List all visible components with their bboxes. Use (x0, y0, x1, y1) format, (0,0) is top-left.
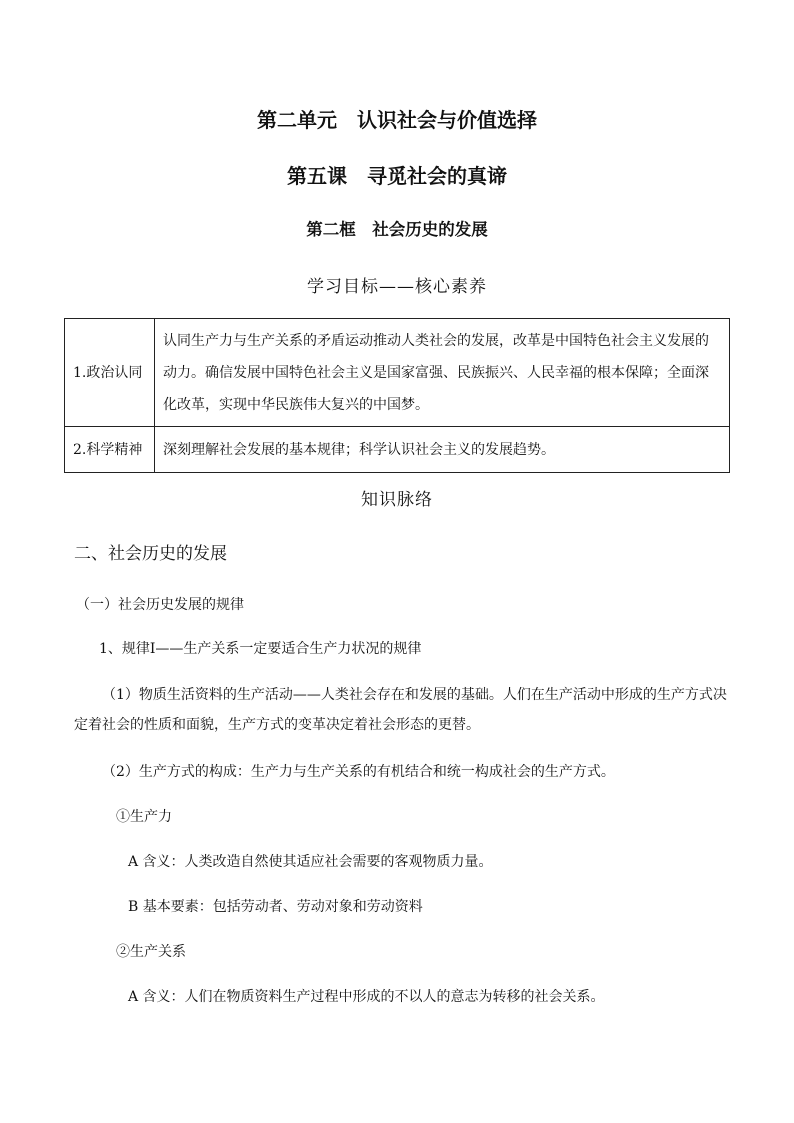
topic-heading: 二、社会历史的发展 (74, 544, 227, 564)
goal-text: 深刻理解社会发展的基本规律；科学认识社会主义的发展趋势。 (155, 427, 730, 473)
lesson-title: 第五课 寻觅社会的真谛 (287, 164, 507, 188)
unit-title: 第二单元 认识社会与价值选择 (257, 108, 537, 132)
goal-text: 认同生产力与生产关系的矛盾运动推动人类社会的发展，改革是中国特色社会主义发展的动力。确信发展中国特色社会主义是国家富强、民族振兴、人民幸福的根本保障；全面深化改革，实现中华民族伟大复兴的中国梦。 (155, 319, 730, 427)
goal-label: 1.政治认同 (65, 319, 155, 427)
relations-heading: ②生产关系 (116, 944, 186, 960)
paragraph-production-activity: （1）物质生活资料的生产活动——人类社会存在和发展的基础。人们在生产活动中形成的生产方式决定着社会的性质和面貌，生产方式的变革决定着社会形态的更替。 (74, 687, 727, 733)
paragraph-production-mode: （2）生产方式的构成：生产力与生产关系的有机结合和统一构成社会的生产方式。 (102, 764, 615, 780)
knowledge-heading: 知识脉络 (361, 490, 433, 510)
learning-goals-heading: 学习目标——核心素养 (307, 277, 487, 297)
productivity-elements: B 基本要素：包括劳动者、劳动对象和劳动资料 (128, 899, 423, 915)
subtopic-heading: （一）社会历史发展的规律 (76, 597, 244, 613)
law-heading: 1、规律Ⅰ——生产关系一定要适合生产力状况的规律 (99, 641, 422, 657)
table-row (65, 427, 730, 473)
productivity-definition: A 含义：人类改造自然使其适应社会需要的客观物质力量。 (128, 854, 493, 870)
section-title: 第二框 社会历史的发展 (306, 220, 488, 239)
productivity-heading: ①生产力 (116, 809, 172, 825)
relations-definition: A 含义：人们在物质资料生产过程中形成的不以人的意志为转移的社会关系。 (128, 989, 605, 1005)
goal-label: 2.科学精神 (65, 427, 155, 473)
table-row (65, 319, 730, 427)
learning-goals-table (64, 318, 730, 473)
